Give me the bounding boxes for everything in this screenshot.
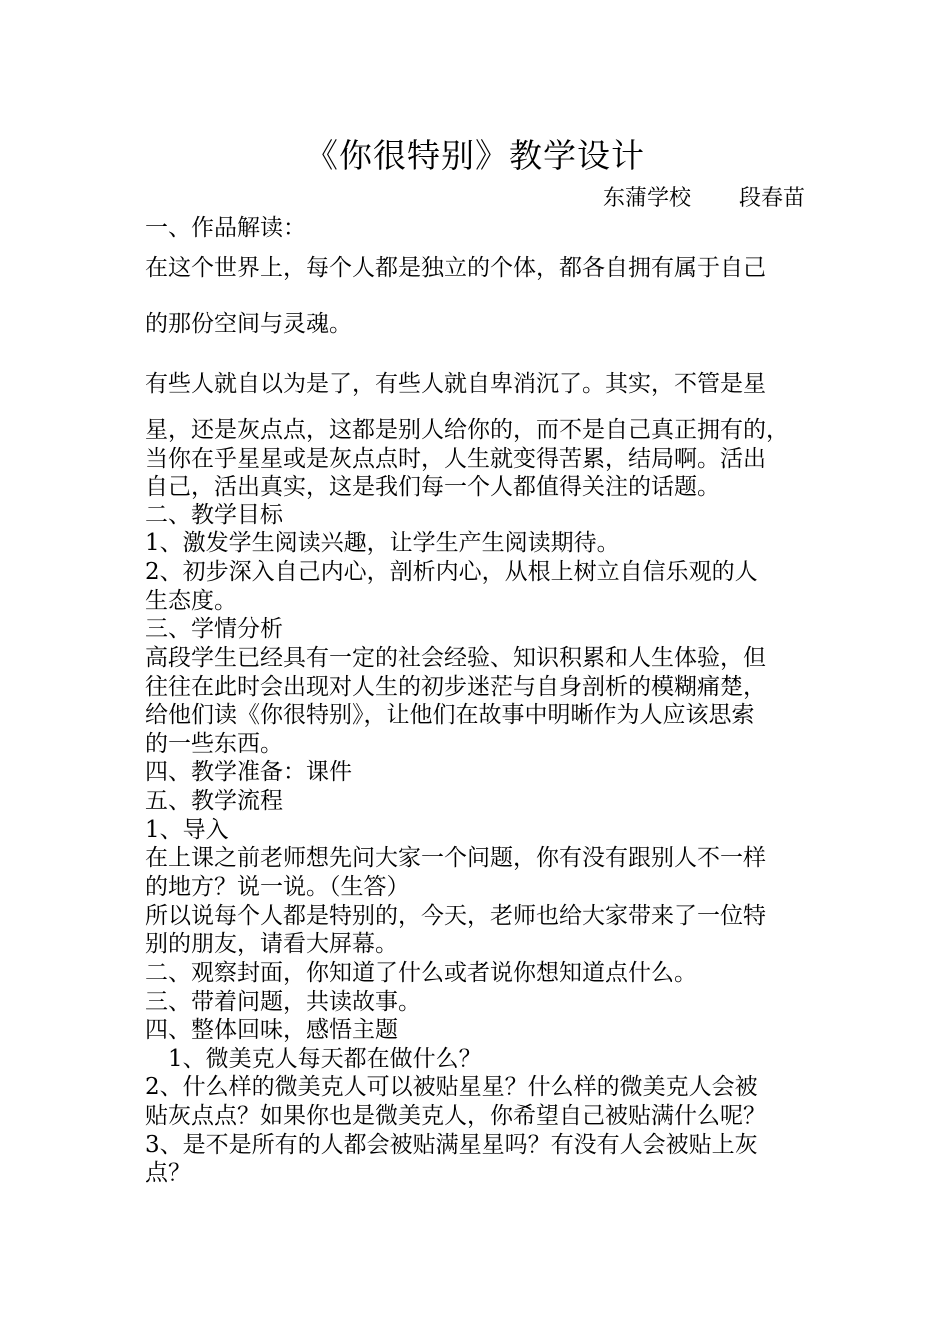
body-line: 在这个世界上，每个人都是独立的个体，都各自拥有属于自己 bbox=[145, 255, 766, 281]
document-title: 《你很特别》教学设计 bbox=[305, 136, 645, 175]
question-line: 2、什么样的微美克人可以被贴星星？什么样的微美克人会被 bbox=[145, 1074, 758, 1100]
section-heading-prep: 四、教学准备：课件 bbox=[145, 759, 352, 785]
body-line: 往往在此时会出现对人生的初步迷茫与自身剖析的模糊痛楚， bbox=[145, 674, 766, 700]
body-line: 的那份空间与灵魂。 bbox=[145, 311, 352, 337]
question-line: 点？ bbox=[145, 1160, 191, 1186]
body-line: 1、导入 bbox=[145, 817, 229, 843]
body-line: 别的朋友，请看大屏幕。 bbox=[145, 931, 398, 957]
body-line: 的一些东西。 bbox=[145, 731, 283, 757]
school-name: 东蒲学校 bbox=[602, 186, 691, 211]
body-line: 二、观察封面，你知道了什么或者说你想知道点什么。 bbox=[145, 960, 697, 986]
body-line: 三、带着问题，共读故事。 bbox=[145, 989, 421, 1015]
body-line: 当你在乎星星或是灰点点时，人生就变得苦累，结局啊。活出 bbox=[145, 446, 766, 472]
section-heading-goals: 二、教学目标 bbox=[145, 502, 283, 528]
question-line: 1、微美克人每天都在做什么？ bbox=[145, 1046, 482, 1072]
body-line: 有些人就自以为是了，有些人就自卑消沉了。其实，不管是星 bbox=[145, 371, 766, 397]
body-line: 生态度。 bbox=[145, 588, 237, 614]
body-line: 高段学生已经具有一定的社会经验、知识积累和人生体验，但 bbox=[145, 645, 766, 671]
author-line bbox=[603, 184, 805, 214]
author-name: 段春苗 bbox=[738, 186, 805, 211]
body-line: 自己，活出真实，这是我们每一个人都值得关注的话题。 bbox=[145, 474, 720, 500]
body-line: 1、激发学生阅读兴趣，让学生产生阅读期待。 bbox=[145, 530, 620, 556]
section-heading-process: 五、教学流程 bbox=[145, 788, 283, 814]
body-line: 四、整体回味，感悟主题 bbox=[145, 1017, 398, 1043]
section-heading-reading: 一、作品解读： bbox=[145, 215, 306, 241]
section-heading-analysis: 三、学情分析 bbox=[145, 616, 283, 642]
body-line: 2、初步深入自己内心，剖析内心，从根上树立自信乐观的人 bbox=[145, 559, 758, 585]
body-line: 在上课之前老师想先问大家一个问题，你有没有跟别人不一样 bbox=[145, 845, 766, 871]
body-line: 星，还是灰点点，这都是别人给你的，而不是自己真正拥有的， bbox=[145, 417, 789, 443]
question-line: 贴灰点点？如果你也是微美克人，你希望自己被贴满什么呢？ bbox=[145, 1103, 766, 1129]
body-line: 的地方？说一说。（生答） bbox=[145, 874, 410, 900]
body-line: 给他们读《你很特别》，让他们在故事中明晰作为人应该思索 bbox=[145, 702, 755, 728]
body-line: 所以说每个人都是特别的，今天，老师也给大家带来了一位特 bbox=[145, 903, 766, 929]
question-line: 3、是不是所有的人都会被贴满星星吗？有没有人会被贴上灰 bbox=[145, 1132, 758, 1158]
